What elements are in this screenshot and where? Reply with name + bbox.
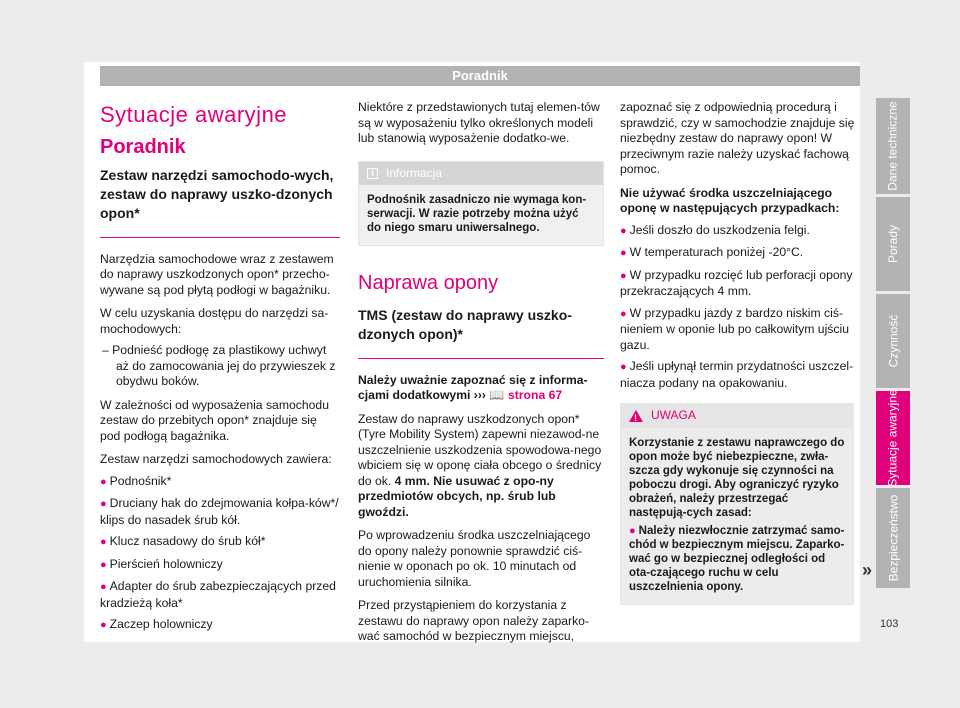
tab-sytuacje-awaryjne[interactable]: Sytuacje awaryjne (876, 391, 910, 485)
paragraph: Po wprowadzeniu środka uszczelniającego do opony należy ponownie sprawdzić ciś-nienie w oponach po ok. 10 minutach od uruchomienia silnika. (358, 528, 591, 589)
section-title: Naprawa opony (358, 272, 499, 294)
info-icon: i (367, 168, 378, 179)
bullet-icon: ● (620, 361, 627, 373)
paragraph: Niektóre z przedstawionych tutaj elemen-tów są w wyposażeniu tylko określonych modeli lub stanowią wyposażenie dodatko-we. (358, 100, 600, 145)
tab-porady[interactable]: Porady (876, 197, 910, 291)
bullet-icon: ● (620, 224, 627, 237)
info-text: Podnośnik zasadniczo nie wymaga kon-serwacji. W razie potrzeby można użyć do niego smaru uniwersalnego. (367, 194, 587, 234)
warning-title: UWAGA (651, 408, 696, 422)
paragraph: W zależności od wyposażenia samochodu zestaw do przebitych opon* znajduje się pod podłogą bagażnika. (100, 397, 329, 443)
topic-title: Zestaw narzędzi samochodo-wych, zestaw do naprawy uszko-dzonych opon* (100, 166, 340, 238)
page-number: 103 (880, 618, 899, 630)
list-item: ● W przypadku rozcięć lub perforacji opony przekraczających 4 mm. (620, 267, 853, 298)
column-2 (358, 100, 604, 645)
warning-triangle-icon (629, 410, 643, 422)
tab-bezpieczenstwo[interactable]: Bezpieczeństwo (876, 488, 910, 588)
bullet-icon: ● (100, 475, 107, 488)
warning-body (621, 428, 853, 604)
paragraph: Zestaw narzędzi samochodowych zawiera: (100, 452, 332, 466)
list-item: ● Podnośnik* (100, 473, 172, 488)
bullet-icon: ● (100, 619, 107, 631)
column-1 (100, 100, 340, 634)
paragraph: Narzędzia samochodowe wraz z zestawem do naprawy uszkodzonych opon* przecho-wywane są pod płytą podłogi w bagażniku. (100, 251, 334, 297)
info-header (359, 162, 603, 186)
warning-list-item: ● Należy niezwłocznie zatrzymać samo-chód w bezpiecznym miejscu. Zaparko-wać go w bezpiecznej odległości od ota-czającego ruchu w celu uszczelnienia opony. (629, 524, 845, 593)
warning-text: Korzystanie z zestawu naprawczego do opon może być niebezpieczne, zwła-szcza gdy wykonuje się czynności na poboczu drogi. Aby ograniczyć ryzyko obrażeń, należy przestrzegać następują-cych zasad: (629, 436, 845, 519)
chapter-tabs (876, 98, 910, 591)
paragraph: Zestaw do naprawy uszkodzonych opon* (Tyre Mobility System) zapewni niezawod-ne uszczelnienie uszkodzenia spowodowa-nego wbiciem się w oponę ciała obcego o średnicy do ok. 4 mm. Nie usuwać z opo-ny przedmiotów obcych, np. śrub lub gwoździ. (358, 411, 602, 519)
reference-paragraph: Należy uważnie zapoznać się z informa-cjami dodatkowymi ››› 📖 strona 67 (358, 372, 588, 402)
info-title: Informacja (386, 165, 443, 180)
list-item: ● W temperaturach poniżej -20°C. (620, 245, 804, 259)
list-item: ● Jeśli doszło do uszkodzenia felgi. (620, 222, 810, 237)
bullet-icon: ● (629, 524, 636, 537)
warning-box (620, 403, 854, 605)
paragraph: zapoznać się z odpowiednią procedurą i sprawdzić, czy w samochodzie znajduje się niezbędny zestaw do naprawy opon! W przeciwnym razie należy uzyskać fachową pomoc. (620, 100, 855, 176)
bullet-icon: ● (620, 269, 627, 282)
tab-dane-techniczne[interactable]: Dane techniczne (876, 98, 910, 194)
info-box (358, 161, 604, 247)
bullet-icon: ● (100, 581, 107, 593)
bullet-icon: ● (100, 498, 107, 510)
book-icon: 📖 (489, 388, 505, 402)
bullet-icon: ● (620, 307, 627, 320)
subsection-title: Poradnik (100, 136, 186, 158)
list-item: ● Druciany hak do zdejmowania kołpa-ków*/ klips do nasadek śrub kół. (100, 496, 339, 527)
page-header: Poradnik (100, 66, 860, 86)
bullet-icon: ● (620, 247, 627, 259)
continue-arrow-icon: » (862, 560, 873, 580)
list-item: ● Zaczep holowniczy (100, 617, 213, 631)
warning-header (621, 404, 853, 428)
section-title: Sytuacje awaryjne (100, 102, 288, 127)
bullet-icon: ● (100, 536, 107, 548)
paragraph: W celu uzyskania dostępu do narzędzi sa-mochodowych: (100, 306, 329, 336)
paragraph-bold: Nie używać środka uszczelniającego oponę w następujących przypadkach: (620, 185, 840, 215)
dash-item: – Podnieść podłogę za plastikowy uchwyt aż do zamocowania jej do przywieszek z obydwu boków. (102, 343, 336, 388)
list-item: ● Klucz nasadowy do śrub kół* (100, 534, 266, 548)
list-item: ● Pierścień holowniczy (100, 556, 223, 571)
list-item: ● Jeśli upłynął termin przydatności uszczel-niacza podany na opakowaniu. (620, 359, 854, 390)
tab-czynnosc[interactable]: Czynność (876, 294, 910, 388)
paragraph: Przed przystąpieniem do korzystania z zestawu do naprawy opon należy zaparko-wać samochód w bezpiecznym miejscu, (358, 598, 590, 643)
column-3 (620, 100, 860, 605)
list-item: ● Adapter do śrub zabezpieczających przed kradzieżą koła* (100, 579, 336, 610)
bullet-icon: ● (100, 558, 107, 571)
list-item: ● W przypadku jazdy z bardzo niskim ciś-nieniem w oponie lub po całkowitym ujściu gazu. (620, 305, 849, 352)
topic-title: TMS (zestaw do naprawy uszko-dzonych opon)* (358, 306, 604, 359)
page-reference-link[interactable]: 📖 strona 67 (489, 388, 563, 402)
